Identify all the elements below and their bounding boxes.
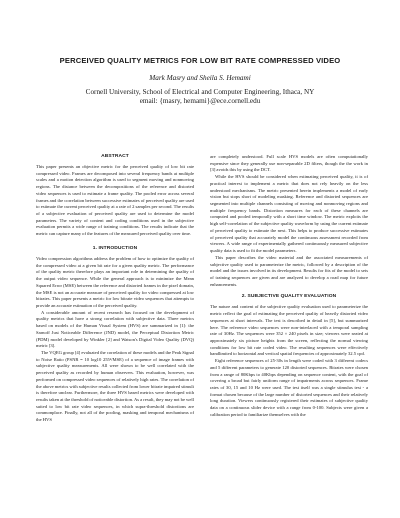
abstract-heading: ABSTRACT — [101, 154, 129, 159]
section-2-heading: 2. SUBJECTIVE QUALITY EVALUATION — [241, 294, 337, 300]
section-1-heading: 1. INTRODUCTION — [92, 245, 138, 251]
section-2-paragraph-2: Eight reference sequences of 25-30s in length were coded with 3 different codecs and 5 different parameters to generate 120 distorted sequences. Bitrates were chosen from a range of 80Kbps to 40Kbps depending on sequence content, with the goal of covering a broad but fairly uniform range of impairments across sequences. Frame rates of 30, 15 and 10 Hz were used. The test itself was a single stimulus test - a format chosen because of the large number of distorted sequences and their relatively long duration. Viewers continuously registered their estimates of subjective quality data on a continuous slider device with a range from 0-100. Subjects were given a calibration period to familiarize themselves with the — [210, 358, 368, 417]
left-column — [36, 154, 194, 424]
paper-authors: Mark Masry and Sheila S. Hemami — [149, 74, 251, 82]
paper-title: PERCEIVED QUALITY METRICS FOR LOW BIT RATE COMPRESSED VIDEO — [59, 56, 341, 65]
intro-continued-paragraph: are completely understood. Full scale HVS models are often computationally expensive since they generally use non-separable 2D filters, though the the work in [3] avoids this by using the DCT. — [210, 154, 368, 173]
right-column — [210, 154, 368, 419]
intro-paragraph-4: While the HVS should be considered when estimating perceived quality, it is of practical interest to implement a metric that does not rely heavily on the less understood mechanisms. The metric presented herein implements a model of early vision but stops short of modeling masking. Reference and distorted sequences are segmented into multiple channels consisting of moving and nonmoving regions and multiple frequency bands. Distortion measures for each of these channels are computed and pooled temporally with a short time window. The metric exploits the high self-correlation of the subjective quality waveform by using the current estimate of perceived quality to estimate the next. This helps to produce successive estimates of perceived quality that accurately model the continuous assessment recorded from viewers. A wide range of experimentally gathered continuously measured subjective quality data is used to fit the model parameters. — [210, 174, 368, 254]
section-1-paragraph-1: Video compression algorithms address the problem of how to optimize the quality of the compressed video at a given bit rate for a given quality metric. The performance of the quality metric therefore plays an important role in determining the quality of the output video sequence. While the general approach is to minimize the Mean Squared Error (MSE) between the reference and distorted frames in the pixel domain, the MSE is not an accurate measure of perceived quality for video compressed at low bitrates. This paper presents a metric for low bitrate video sequences that attempts to provide an accurate estimation of the perceived quality. — [36, 255, 194, 308]
section-1-paragraph-3: The VQEG group [4] evaluated the correlation of these models and the Peak Signal to Noise Ratio (PSNR = 10 log10 255²/MSE) of a sequence of image frames with subjective quality measurements. All were shown to be well correlated with the perceived quality as recorded by human observers. This evaluation, however, was performed on compressed video sequences of relatively high rates. The correlation of the above metrics with subjective results collected from lower bitrate impaired stimuli is therefore unclear. Furthermore, the three HVS based metrics were developed with results taken at the threshold of noticeable distortion. As a result, they may not be well suited to low bit rate video sequences, in which supra-threshold distortions are commonplace. Finally, not all of the pooling, masking and temporal mechanisms of the HVS — [36, 349, 194, 423]
section-1-paragraph-2: A considerable amount of recent research has focused on the development of quality metrics that have a strong correlation with subjective data. Three metrics based on models of the Human Visual System (HVS) are summarized in [1]: the Sarnoff Just Noticeable Difference (JND) model, the Perceptual Distortion Metric (PDM) model developed by Winkler [2] and Watson's Digital Video Quality (DVQ) metric [3]. — [36, 309, 194, 349]
intro-paragraph-5: This paper describes the video material and the associated measurements of subjective quality used to parameterize the metric, followed by a description of the model and the issues involved in its development. Results for fits of the model to sets of training sequences are given and are analyzed to develop a road map for future enhancements. — [210, 254, 368, 287]
paper-affiliation: Cornell University, School of Electrical and Computer Engineering, Ithaca, NY — [85, 88, 315, 96]
section-2-paragraph-1: The nature and content of the subjective quality evaluation used to parameterize the metric reflect the goal of estimating the perceived quality of heavily distorted video sequences at short intervals. The test is described in detail in [5], but summarized here. The reference video sequences were non-interlaced with a temporal sampling rate of 30Hz. The sequences were 352 × 240 pixels in size; viewers were seated at approximately six picture heights from the screen, reflecting the normal viewing conditions for low bit rate coded video. The resulting sequences were effectively bandlimited to horizontal and vertical spatial frequencies of approximately 32.5 cpd. — [210, 304, 368, 357]
paper-email: email: {masry, hemami}@ece.cornell.edu — [139, 97, 261, 105]
abstract-text: This paper presents an objective metric for the perceived quality of low bit rate compressed video. Frames are decomposed into several frequency bands at multiple scales and a motion detection algorithm is used to segment moving and nonmoving regions. The distance between the decompositions of the reference and distorted video sequences is used to estimate a frame quality. The pooled error across several frames and the correlation between successive estimates of perceived quality are used to estimate the current perceived quality at a rate of 2 samples per second. The results of a subjective evaluation of perceived quality are used to determine the model parameters. The variety of content and coding conditions used in the subjective evaluation permits a wide range of training conditions. The results indicate that the metric can capture many of the features of the measured perceived quality over time. — [36, 164, 194, 237]
